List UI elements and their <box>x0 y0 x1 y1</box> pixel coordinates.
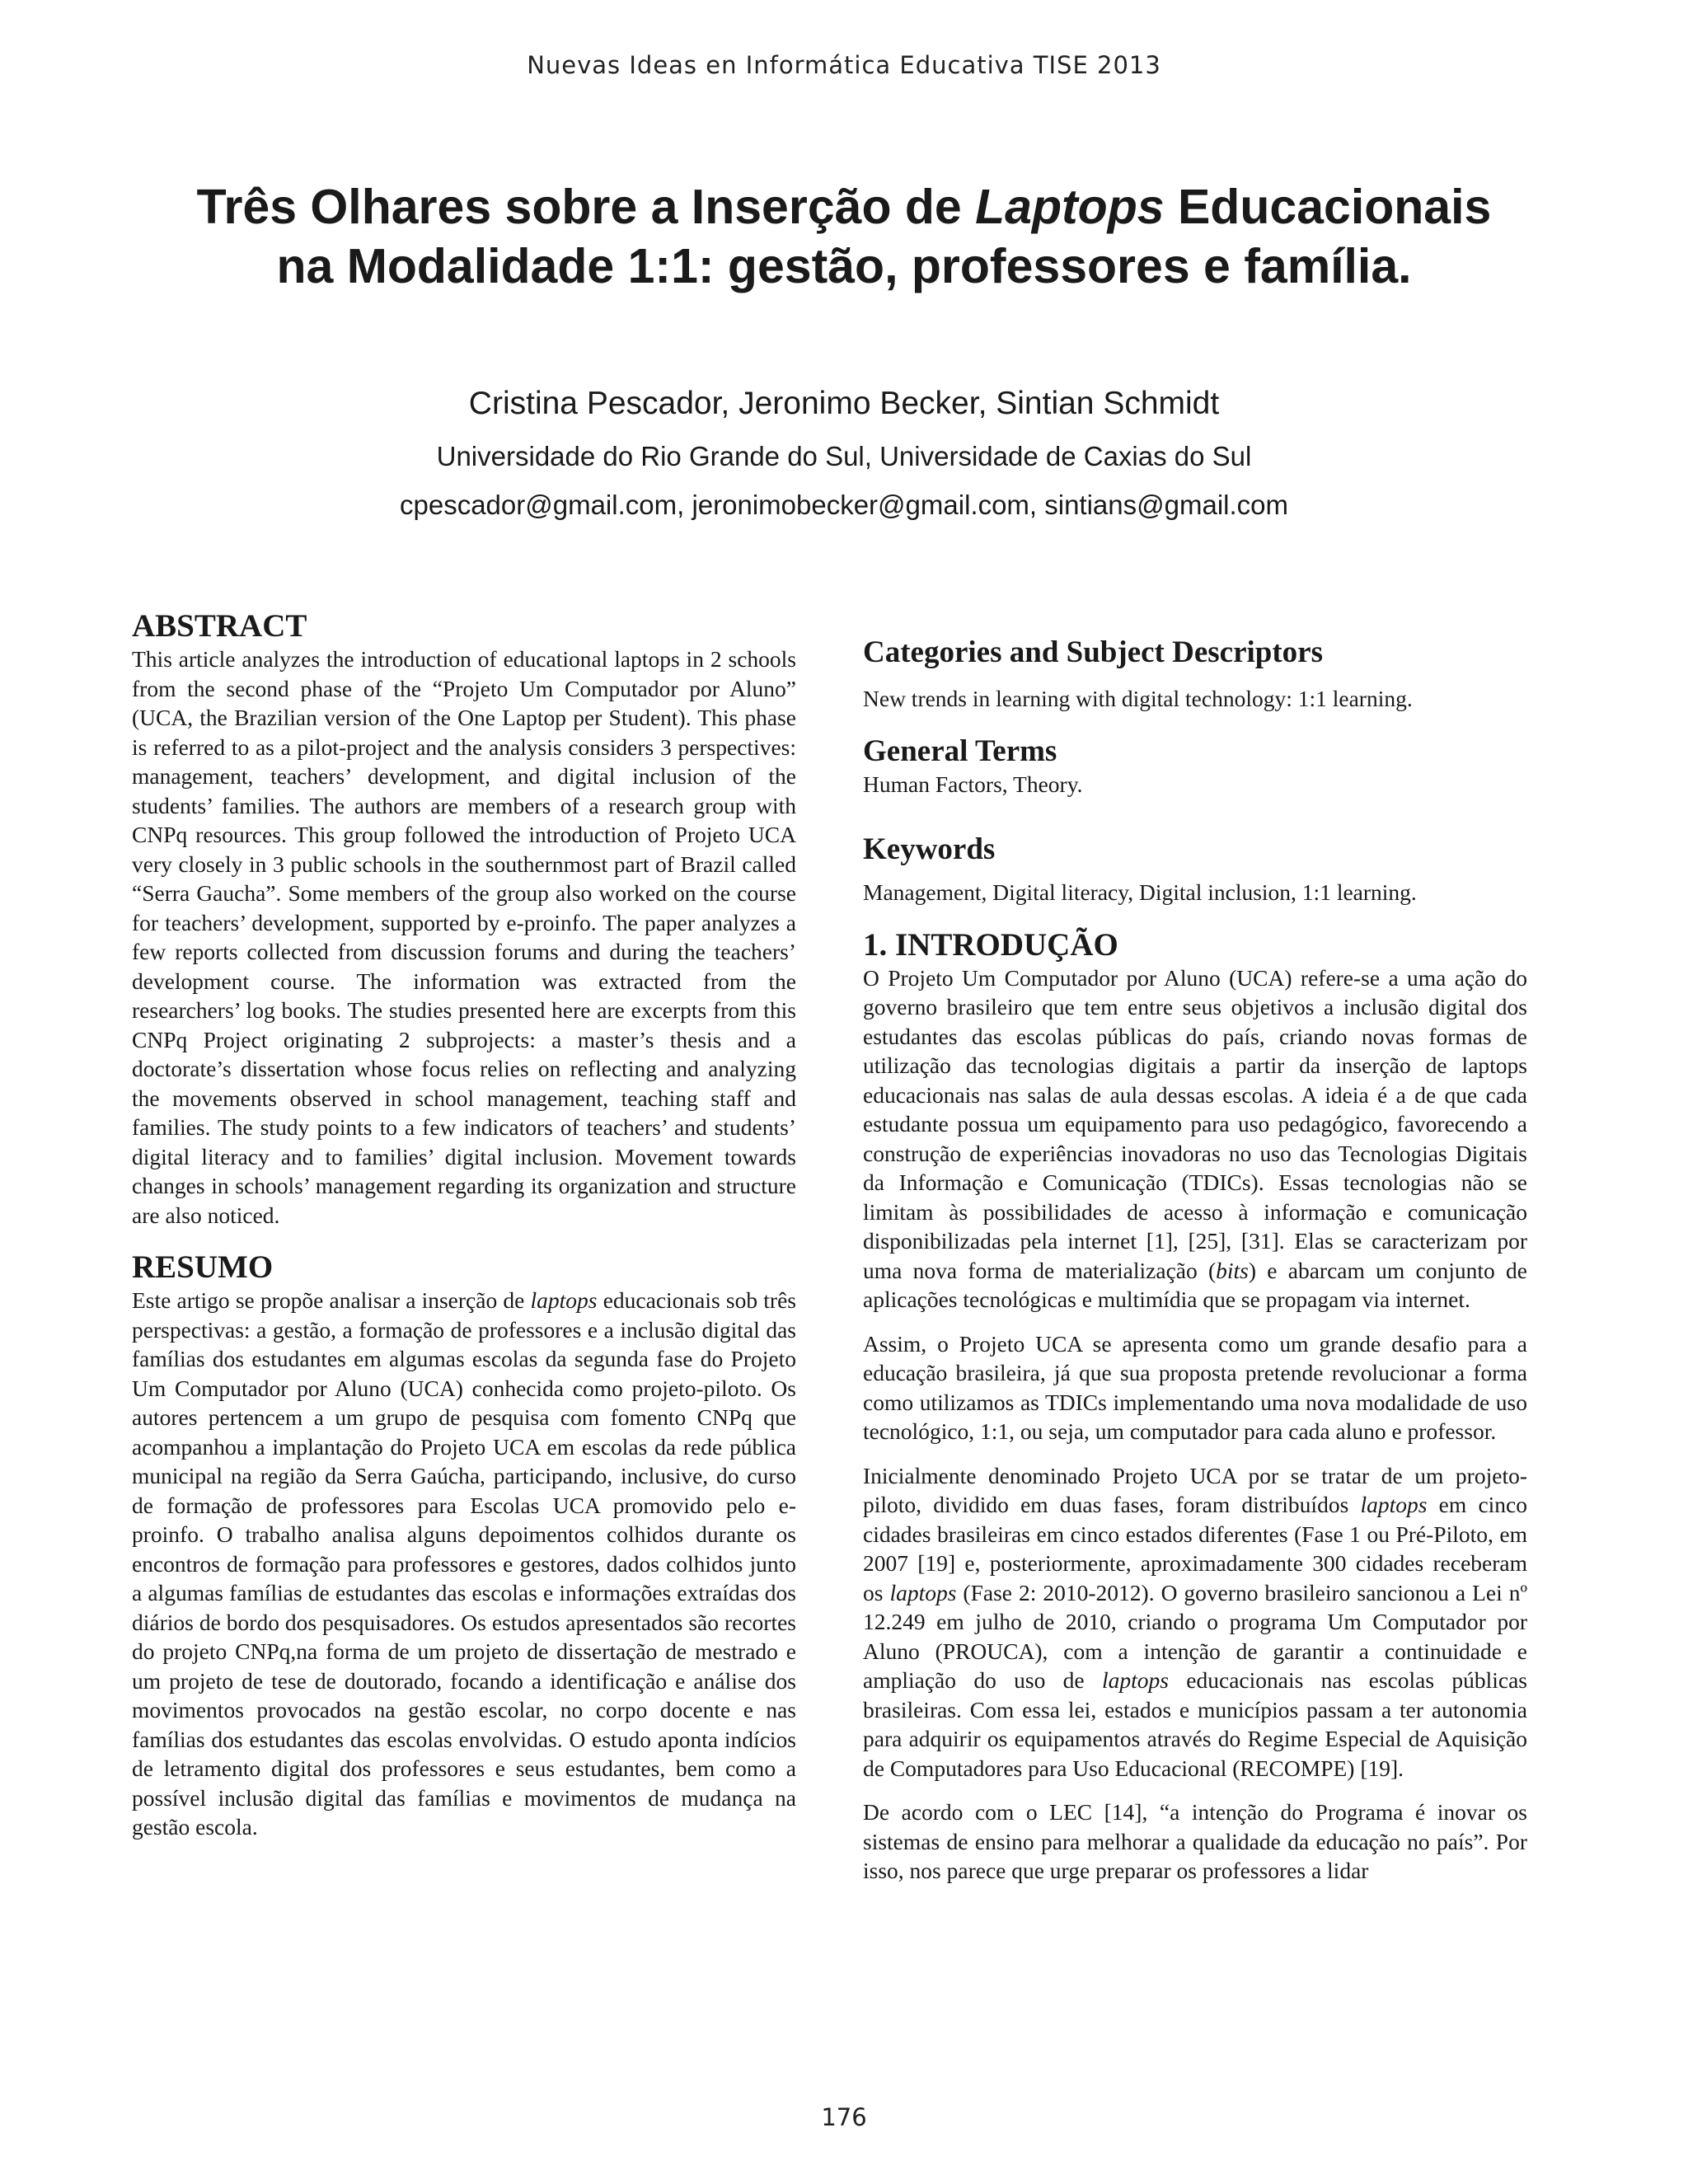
running-header: Nuevas Ideas en Informática Educativa TISE 2013 <box>527 51 1161 79</box>
categories-heading: Categories and Subject Descriptors <box>863 635 1323 669</box>
resumo-text-end: educacionais sob três perspectivas: a gestão, a formação de professores e a inclusão digital das famílias dos estudantes em algumas escolas da segunda fase do Projeto Um Computador por Aluno (UCA) conhecida como projeto-piloto. Os autores pertencem a um grupo de pesquisa com fomento CNPq que acompanhou a implantação do Projeto UCA em escolas da rede pública municipal na região da Serra Gaúcha, participando, inclusive, do curso de formação de professores para Escolas UCA promovido pelo e-proinfo. O trabalho analisa alguns depoimentos colhidos durante os encontros de formação para professores e gestores, dados colhidos junto a algumas famílias de estudantes das escolas e informações extraídas dos diários de bordo dos pesquisadores. Os estudos apresentados são recortes do projeto CNPq,na forma de um projeto de dissertação de mestrado e um projeto de tese de doutorado, focando a identificação e análise dos movimentos provocados na gestão escolar, no corpo docente e nas famílias dos estudantes das escolas envolvidas. O estudo aponta indícios de letramento digital dos professores e seus estudantes, bem como a possível inclusão digital das famílias e movimentos de mudança na gestão escola. <box>132 1287 796 1840</box>
title-line2: na Modalidade 1:1: gestão, professores e família. <box>276 239 1412 293</box>
intro-paragraph-2: Assim, o Projeto UCA se apresenta como um grande desafio para a educação brasileira, já que sua proposta pretende revolucionar a forma como utilizamos as TDICs implementando uma nova modalidade de uso tecnológico, 1:1, ou seja, um computador para cada aluno e professor. <box>863 1330 1527 1444</box>
intro-p3-a: Inicialmente denominado Projeto UCA por se tratar de um projeto-piloto, dividido em duas fases, foram distribuídos <box>863 1462 1527 1517</box>
paper-title <box>99 177 1589 296</box>
intro-p1-italic: bits <box>1216 1257 1249 1283</box>
abstract-text: This article analyzes the introduction of educational laptops in 2 schools from the second phase of the “Projeto Um Computador por Aluno” (UCA, the Brazilian version of the One Laptop per Student). This phase is referred to as a pilot-project and the analysis considers 3 perspectives: management, teachers’ development, and digital inclusion of the students’ families. The authors are members of a research group with CNPq resources. This group followed the introduction of Projeto UCA very closely in 3 public schools in the southernmost part of Brazil called “Serra Gaucha”. Some members of the group also worked on the course for teachers’ development, supported by e-proinfo. The paper analyzes a few reports collected from discussion forums and during the teachers’ development course. The information was extracted from the researchers’ log books. The studies presented here are excerpts from this CNPq Project originating 2 subprojects: a master’s thesis and a doctorate’s dissertation whose focus relies on reflecting and analyzing the movements observed in school management, teaching staff and families. The study points to a few indicators of teachers’ and students’ digital literacy and to families’ digital inclusion. Movement towards changes in schools’ management regarding its organization and structure are also noticed. <box>132 646 796 1228</box>
resumo-text <box>132 1286 796 1842</box>
title-line1-start: Três Olhares sobre a Inserção de <box>196 180 976 234</box>
left-column <box>132 608 796 1842</box>
general-terms-text: Human Factors, Theory. <box>863 771 1083 797</box>
intro-p3-italic-1: laptops <box>1360 1492 1428 1517</box>
right-column <box>863 608 1527 1886</box>
abstract-heading: ABSTRACT <box>132 608 307 644</box>
intro-paragraph-4: De acordo com o LEC [14], “a intenção do Programa é inovar os sistemas de ensino para melhorar a qualidade da educação no país”. Por isso, nos parece que urge preparar os professores a lidar <box>863 1799 1527 1883</box>
intro-p3-c: (Fase 2: 2010-2012). O governo brasileiro sancionou a Lei nº 12.249 em julho de 2010, criando o programa Um Computador por Aluno (PROUCA), com a intenção de garantir a continuidade e ampliação do uso de <box>863 1579 1527 1693</box>
intro-p1-start: O Projeto Um Computador por Aluno (UCA) refere-se a uma ação do governo brasileiro que tem entre seus objetivos a inclusão digital dos estudantes das escolas públicas do país, criando novas formas de utilização das tecnologias digitais a partir da inserção de laptops educacionais nas salas de aula dessas escolas. A ideia é a de que cada estudante possua um equipamento para uso pedagógico, favorecendo a construção de experiências inovadoras no uso das Tecnologias Digitais da Informação e Comunicação (TDICs). Essas tecnologias não se limitam às possibilidades de acesso à informação e comunicação disponibilizadas pela internet [1], [25], [31]. Elas se caracterizam por uma nova forma de materialização ( <box>863 964 1527 1283</box>
keywords-heading: Keywords <box>863 832 996 866</box>
page-number: 176 <box>821 2103 867 2131</box>
keywords-text: Management, Digital literacy, Digital inclusion, 1:1 learning. <box>863 879 1417 905</box>
resumo-text-italic: laptops <box>530 1287 598 1313</box>
resumo-text-start: Este artigo se propõe analisar a inserção de <box>132 1287 531 1313</box>
affiliation: Universidade do Rio Grande do Sul, Universidade de Caxias do Sul <box>436 441 1252 471</box>
categories-text: New trends in learning with digital technology: 1:1 learning. <box>863 686 1413 711</box>
authors: Cristina Pescador, Jeronimo Becker, Sintian Schmidt <box>468 386 1220 421</box>
intro-p1-end: ) e abarcam um conjunto de aplicações tecnológicas e multimídia que se propagam via internet. <box>863 1257 1527 1312</box>
intro-p3-italic-3: laptops <box>1101 1667 1169 1693</box>
intro-p3-b: em cinco cidades brasileiras em cinco estados diferentes (Fase 1 ou Pré-Piloto, em 2007 [19] e, posteriormente, aproximadamente 300 cidades receberam os <box>863 1492 1527 1605</box>
title-line1-end: Educacionais <box>1164 180 1492 234</box>
intro-p3-d: educacionais nas escolas públicas brasileiras. Com essa lei, estados e municípios passam a ter autonomia para adquirir os equipamentos através do Regime Especial de Aquisição de Computadores para Uso Educacional (RECOMPE) [19]. <box>863 1667 1527 1781</box>
general-terms-heading: General Terms <box>863 733 1057 768</box>
intro-p3-italic-2: laptops <box>889 1579 957 1605</box>
intro-paragraph-1 <box>863 963 1527 1315</box>
emails: cpescador@gmail.com, jeronimobecker@gmail.com, sintians@gmail.com <box>399 490 1289 520</box>
intro-heading: 1. INTRODUÇÃO <box>863 926 1118 963</box>
intro-paragraph-3 <box>863 1461 1527 1783</box>
title-line1-italic: Laptops <box>975 180 1165 234</box>
resumo-heading: RESUMO <box>132 1249 274 1285</box>
